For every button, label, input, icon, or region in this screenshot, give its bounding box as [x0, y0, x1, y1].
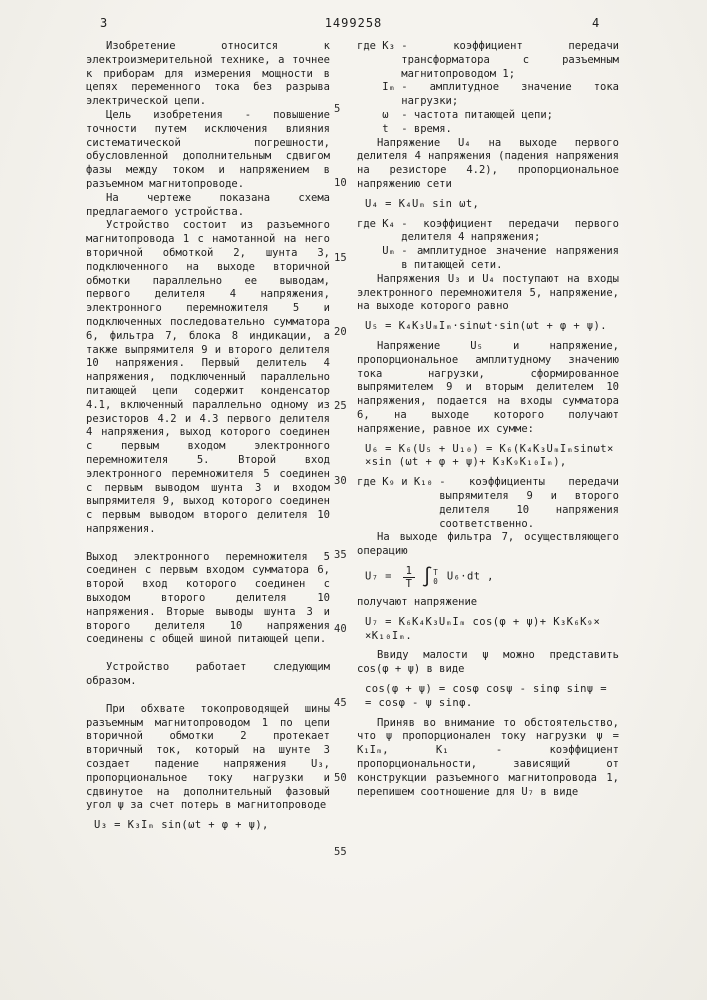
line-number: 55: [334, 846, 347, 858]
definition-term: где K₉ и K₁₀: [357, 476, 440, 489]
line-number: 40: [334, 623, 347, 636]
paragraph: На выходе фильтра 7, осуществляющего операцию: [357, 531, 619, 558]
integral-upper-limit: T: [433, 568, 439, 578]
formula: U₅ = K₄K₃UₘIₘ·sinωt·sin(ωt + φ + ψ).: [365, 320, 607, 333]
page-number-right: 4: [592, 16, 600, 30]
paragraph: Устройство работает следующим образом.: [86, 661, 330, 688]
definition-text: - время.: [401, 122, 452, 135]
formula: [357, 565, 619, 590]
paragraph: Приняв во внимание то обстоятельство, что ψ пропорционален току нагрузки ψ = K₁Iₘ, K₁ - коэффициент пропорциональности, зависящий от конструкции разъемного магнитопровода 1, перепишем соотношение для U₇ в виде: [357, 716, 619, 798]
line-number: 20: [334, 325, 347, 338]
paragraph: Выход электронного перемножителя 5 соединен с первым входом сумматора 6, второй вход которого соединен с выходом второго делителя 10 напряжения. Вторые выводы шунта 3 и второго делителя 10 напряжения соединены с общей шиной питающей цепи.: [86, 550, 330, 646]
line-number: 45: [334, 697, 347, 710]
definition-text: - амплитудное значение тока нагрузки;: [401, 81, 619, 108]
page-number-left: 3: [100, 16, 108, 30]
formula: cos(φ + ψ) = cosφ cosψ - sinφ sinψ = = cosφ - ψ sinφ.: [365, 683, 607, 709]
line-number: 25: [334, 400, 347, 413]
definition-text: - коэффициенты передачи выпрямителя 9 и второго делителя 10 напряжения соответственно.: [439, 476, 619, 530]
column-left: [86, 40, 330, 839]
definition-text: - частота питающей цепи;: [401, 108, 553, 121]
definition-term: Iₘ: [357, 81, 402, 94]
definition-item: [357, 476, 619, 531]
paragraph: Устройство состоит из разъемного магнитопровода 1 с намотанной на него вторичной обмоткой 2, шунта 3, подключенного на выходе вторичной обмотки параллельно ее выводам, первого делителя 4 напряжения, электронного перемножителя 5 и подключенных последовательно сумматора 6, фильтра 7, блока 8 индикации, а также выпрямителя 9 и второго делителя 10 напряжения. Первый делитель 4 напряжения, подключенный параллельно питающей цепи содержит конденсатор 4.1, включенный параллельно одному из резисторов 4.2 и 4.3 первого делителя 4 напряжения, выход которого соединен с первым входом электронного перемножителя 5. Второй вход электронного перемножителя 5 соединен с первым выводом шунта 3 и входом выпрямителя 9, выход которого соединен с первым выводом второго делителя 10 напряжения.: [86, 219, 330, 535]
paragraph: Напряжения U₃ и U₄ поступают на входы электронного перемножителя 5, напряжение, на выходе которого равно: [357, 272, 619, 313]
paragraph: Цель изобретения - повышение точности путем исключения влияния систематической погрешности, обусловленной дополнительным сдвигом фазы между током и напряжением в разъемном магнитопроводе.: [86, 108, 330, 190]
fraction: [403, 565, 416, 590]
integral-lower-limit: 0: [433, 577, 439, 587]
gutter-line-numbers: [334, 0, 354, 1000]
definition-item: [357, 81, 619, 109]
formula: U₃ = K₃Iₘ sin(ωt + φ + ψ),: [94, 819, 269, 832]
definition-item: [357, 245, 619, 273]
formula: U₇ = K₆K₄K₃UₘIₘ cos(φ + ψ)+ K₃K₆K₉× ×K₁₀Iₘ.: [365, 615, 601, 642]
fraction-numerator: 1: [403, 565, 416, 578]
paragraph: На чертеже показана схема предлагаемого устройства.: [86, 191, 330, 218]
definition-item: [357, 123, 619, 137]
paragraph: получают напряжение: [357, 596, 478, 609]
paragraph: Напряжение U₅ и напряжение, пропорциональное амплитудному значению тока нагрузки, сформированное выпрямителем 9 и вторым делителем 10 напряжения, подается на входы сумматора 6, на выходе которого получают напряжение, равное их сумме:: [357, 339, 619, 435]
formula-rhs: U₆·dt ,: [440, 570, 494, 583]
definition-text: - коэффициент передачи первого делителя 4 напряжения;: [401, 217, 619, 244]
definition-term: Uₘ: [357, 245, 402, 258]
line-number: 50: [334, 771, 347, 784]
fraction-denominator: T: [405, 577, 413, 590]
line-number: 5: [334, 103, 341, 115]
definition-item: [357, 40, 619, 81]
integral-limits: [433, 568, 438, 586]
paragraph: При обхвате токопроводящей шины разъемным магнитопроводом 1 по цепи вторичной обмотки 2 протекает вторичный ток, который на шунте 3 создает падение напряжения U₃, пропорциональное току нагрузки и сдвинутое на дополнительный фазовый угол ψ за счет потерь в магнитопроводе: [86, 702, 330, 812]
definition-term: ω: [357, 108, 402, 121]
paragraph: Изобретение относится к электроизмерительной технике, а точнее к приборам для измерения мощности в цепях переменного тока без разрыва электрической цепи.: [86, 40, 330, 108]
line-number: 30: [334, 474, 347, 487]
definition-text: - коэффициент передачи трансформатора с разъемным магнитопроводом 1;: [401, 40, 619, 80]
formula-lhs: U₇ =: [365, 570, 399, 583]
paragraph: Ввиду малости ψ можно представить cos(φ + ψ) в виде: [357, 649, 619, 676]
definition-item: [357, 218, 619, 246]
integral-sign: ∫: [421, 565, 434, 588]
paragraph: Напряжение U₄ на выходе первого делителя 4 напряжения (падения напряжения на резисторе 4.2), пропорциональное напряжению сети: [357, 136, 619, 190]
document-number: 1499258: [324, 16, 383, 30]
definition-term: t: [357, 122, 402, 135]
definition-term: где K₃: [357, 40, 402, 52]
formula: U₆ = K₆(U₅ + U₁₀) = K₆(K₄K₃UₘIₘsinωt× ×sin (ωt + φ + ψ)+ K₃K₉K₁₀Iₘ),: [365, 442, 614, 469]
line-number: 15: [334, 251, 347, 264]
line-number: 10: [334, 177, 347, 190]
definition-item: [357, 109, 619, 123]
definition-text: - амплитудное значение напряжения в питающей сети.: [401, 245, 619, 271]
definition-term: где K₄: [357, 217, 402, 230]
line-number: 35: [334, 548, 347, 561]
column-right: [357, 40, 619, 799]
formula: U₄ = K₄Uₘ sin ωt,: [365, 197, 480, 210]
